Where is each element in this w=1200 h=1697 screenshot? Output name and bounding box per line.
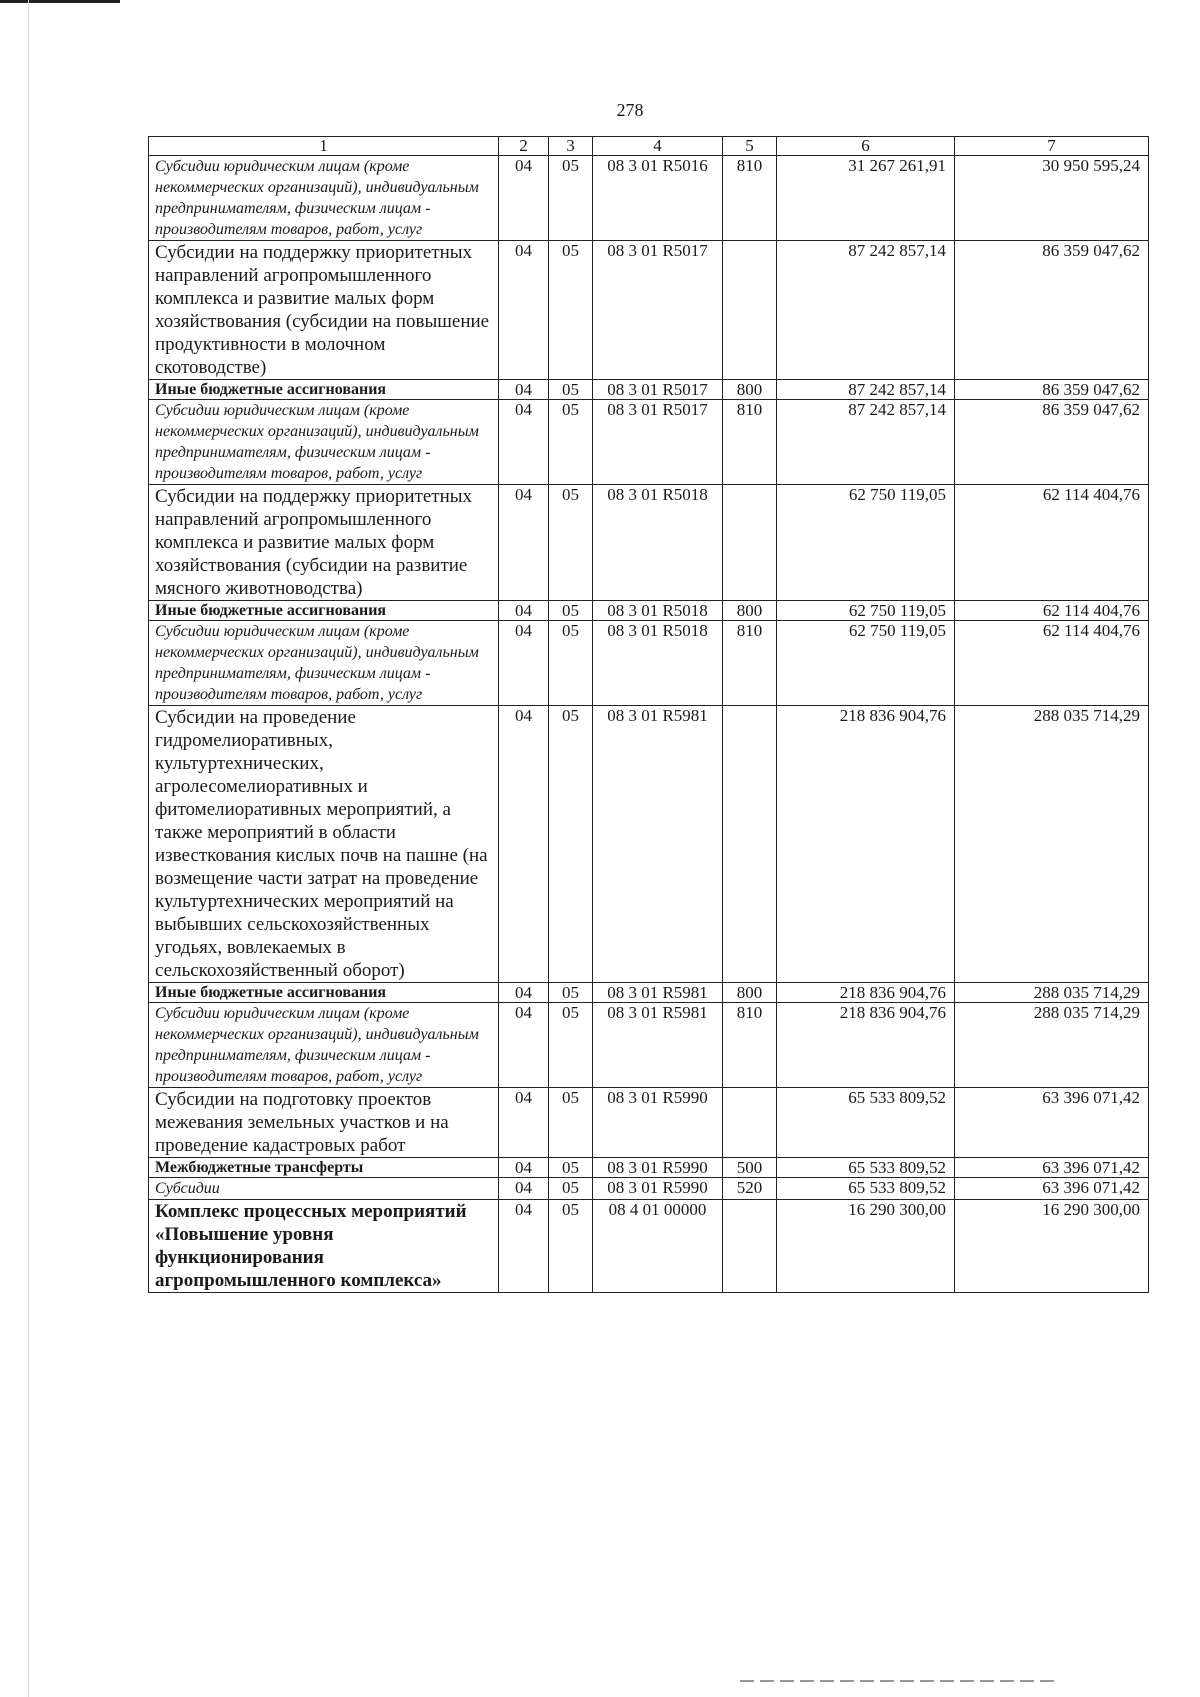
table-row [149, 400, 1149, 485]
column-header: 2 [499, 137, 549, 156]
section-code: 04 [499, 485, 549, 601]
amount-year-1: 65 533 809,52 [777, 1178, 955, 1200]
expense-type-code: 810 [723, 156, 777, 241]
row-description: Субсидии юридическим лицам (кроме некоммерческих организаций), индивидуальным предпринимателям, физическим лицам - производителям товаров, работ, услуг [149, 621, 499, 706]
expense-type-code: 520 [723, 1178, 777, 1200]
expense-type-code: 500 [723, 1158, 777, 1178]
table-row [149, 601, 1149, 621]
section-code: 04 [499, 156, 549, 241]
table-row [149, 1178, 1149, 1200]
section-code: 04 [499, 1158, 549, 1178]
target-article-code: 08 3 01 R5018 [593, 621, 723, 706]
section-code: 04 [499, 983, 549, 1003]
section-code: 04 [499, 400, 549, 485]
amount-year-2: 62 114 404,76 [955, 485, 1149, 601]
row-description: Иные бюджетные ассигнования [149, 380, 499, 400]
amount-year-1: 87 242 857,14 [777, 400, 955, 485]
row-description: Иные бюджетные ассигнования [149, 983, 499, 1003]
expense-type-code: 800 [723, 983, 777, 1003]
amount-year-2: 288 035 714,29 [955, 1003, 1149, 1088]
expense-type-code: 800 [723, 380, 777, 400]
scan-margin-line [28, 0, 29, 1697]
section-code: 04 [499, 1178, 549, 1200]
amount-year-2: 62 114 404,76 [955, 621, 1149, 706]
subsection-code: 05 [549, 380, 593, 400]
column-header: 6 [777, 137, 955, 156]
amount-year-2: 63 396 071,42 [955, 1088, 1149, 1158]
amount-year-2: 86 359 047,62 [955, 380, 1149, 400]
subsection-code: 05 [549, 706, 593, 983]
expense-type-code [723, 706, 777, 983]
amount-year-2: 63 396 071,42 [955, 1158, 1149, 1178]
column-header: 7 [955, 137, 1149, 156]
amount-year-1: 62 750 119,05 [777, 601, 955, 621]
subsection-code: 05 [549, 156, 593, 241]
target-article-code: 08 3 01 R5017 [593, 380, 723, 400]
table-row [149, 1200, 1149, 1293]
section-code: 04 [499, 621, 549, 706]
table-row [149, 1003, 1149, 1088]
amount-year-1: 31 267 261,91 [777, 156, 955, 241]
amount-year-1: 65 533 809,52 [777, 1088, 955, 1158]
section-code: 04 [499, 380, 549, 400]
target-article-code: 08 3 01 R5018 [593, 601, 723, 621]
column-header: 4 [593, 137, 723, 156]
subsection-code: 05 [549, 1003, 593, 1088]
target-article-code: 08 3 01 R5016 [593, 156, 723, 241]
subsection-code: 05 [549, 241, 593, 380]
section-code: 04 [499, 1003, 549, 1088]
subsection-code: 05 [549, 983, 593, 1003]
row-description: Субсидии на проведение гидромелиоративных, культуртехнических, агролесомелиоративных и фитомелиоративных мероприятий, а также мероприятий в области известкования кислых почв на пашне (на возмещение части затрат на проведение культуртехнических мероприятий на выбывших сельскохозяйственных угодьях, вовлекаемых в сельскохозяйственный оборот) [149, 706, 499, 983]
subsection-code: 05 [549, 601, 593, 621]
amount-year-2: 16 290 300,00 [955, 1200, 1149, 1293]
column-header: 5 [723, 137, 777, 156]
section-code: 04 [499, 706, 549, 983]
amount-year-2: 288 035 714,29 [955, 706, 1149, 983]
expense-type-code [723, 485, 777, 601]
target-article-code: 08 3 01 R5017 [593, 400, 723, 485]
subsection-code: 05 [549, 1158, 593, 1178]
row-description: Субсидии на подготовку проектов межевания земельных участков и на проведение кадастровых работ [149, 1088, 499, 1158]
amount-year-1: 65 533 809,52 [777, 1158, 955, 1178]
subsection-code: 05 [549, 1200, 593, 1293]
table-row [149, 485, 1149, 601]
expense-type-code [723, 1200, 777, 1293]
expense-type-code [723, 241, 777, 380]
amount-year-1: 218 836 904,76 [777, 706, 955, 983]
amount-year-1: 87 242 857,14 [777, 380, 955, 400]
page-number: 278 [616, 100, 644, 120]
row-description: Субсидии юридическим лицам (кроме некоммерческих организаций), индивидуальным предпринимателям, физическим лицам - производителям товаров, работ, услуг [149, 1003, 499, 1088]
expense-type-code: 810 [723, 400, 777, 485]
amount-year-2: 86 359 047,62 [955, 400, 1149, 485]
expense-type-code: 810 [723, 1003, 777, 1088]
table-row [149, 1158, 1149, 1178]
expense-type-code: 810 [723, 621, 777, 706]
amount-year-2: 86 359 047,62 [955, 241, 1149, 380]
footer-scan-mark [740, 1680, 1060, 1682]
table-row [149, 380, 1149, 400]
target-article-code: 08 3 01 R5990 [593, 1158, 723, 1178]
expense-type-code: 800 [723, 601, 777, 621]
table-row [149, 156, 1149, 241]
section-code: 04 [499, 241, 549, 380]
table-row [149, 1088, 1149, 1158]
target-article-code: 08 3 01 R5017 [593, 241, 723, 380]
table-row [149, 621, 1149, 706]
target-article-code: 08 3 01 R5981 [593, 1003, 723, 1088]
subsection-code: 05 [549, 485, 593, 601]
section-code: 04 [499, 1200, 549, 1293]
amount-year-1: 87 242 857,14 [777, 241, 955, 380]
row-description: Субсидии на поддержку приоритетных направлений агропромышленного комплекса и развитие малых форм хозяйствования (субсидии на повышение продуктивности в молочном скотоводстве) [149, 241, 499, 380]
target-article-code: 08 3 01 R5018 [593, 485, 723, 601]
amount-year-1: 218 836 904,76 [777, 1003, 955, 1088]
target-article-code: 08 3 01 R5981 [593, 983, 723, 1003]
table-row [149, 983, 1149, 1003]
subsection-code: 05 [549, 1178, 593, 1200]
table-header-row [149, 137, 1149, 156]
subsection-code: 05 [549, 400, 593, 485]
amount-year-1: 62 750 119,05 [777, 621, 955, 706]
section-code: 04 [499, 601, 549, 621]
column-header: 3 [549, 137, 593, 156]
amount-year-2: 63 396 071,42 [955, 1178, 1149, 1200]
section-code: 04 [499, 1088, 549, 1158]
amount-year-1: 218 836 904,76 [777, 983, 955, 1003]
row-description: Комплекс процессных мероприятий «Повышение уровня функционирования агропромышленного комплекса» [149, 1200, 499, 1293]
subsection-code: 05 [549, 1088, 593, 1158]
column-header: 1 [149, 137, 499, 156]
row-description: Иные бюджетные ассигнования [149, 601, 499, 621]
row-description: Субсидии юридическим лицам (кроме некоммерческих организаций), индивидуальным предпринимателям, физическим лицам - производителям товаров, работ, услуг [149, 400, 499, 485]
amount-year-1: 62 750 119,05 [777, 485, 955, 601]
row-description: Субсидии юридическим лицам (кроме некоммерческих организаций), индивидуальным предпринимателям, физическим лицам - производителям товаров, работ, услуг [149, 156, 499, 241]
table-row [149, 241, 1149, 380]
amount-year-2: 288 035 714,29 [955, 983, 1149, 1003]
amount-year-2: 30 950 595,24 [955, 156, 1149, 241]
budget-table [148, 136, 1149, 1293]
row-description: Субсидии на поддержку приоритетных направлений агропромышленного комплекса и развитие малых форм хозяйствования (субсидии на развитие мясного животноводства) [149, 485, 499, 601]
amount-year-2: 62 114 404,76 [955, 601, 1149, 621]
row-description: Субсидии [149, 1178, 499, 1200]
target-article-code: 08 3 01 R5990 [593, 1088, 723, 1158]
scan-edge-mark [0, 0, 120, 3]
table-row [149, 706, 1149, 983]
amount-year-1: 16 290 300,00 [777, 1200, 955, 1293]
target-article-code: 08 4 01 00000 [593, 1200, 723, 1293]
subsection-code: 05 [549, 621, 593, 706]
target-article-code: 08 3 01 R5981 [593, 706, 723, 983]
row-description: Межбюджетные трансферты [149, 1158, 499, 1178]
expense-type-code [723, 1088, 777, 1158]
target-article-code: 08 3 01 R5990 [593, 1178, 723, 1200]
